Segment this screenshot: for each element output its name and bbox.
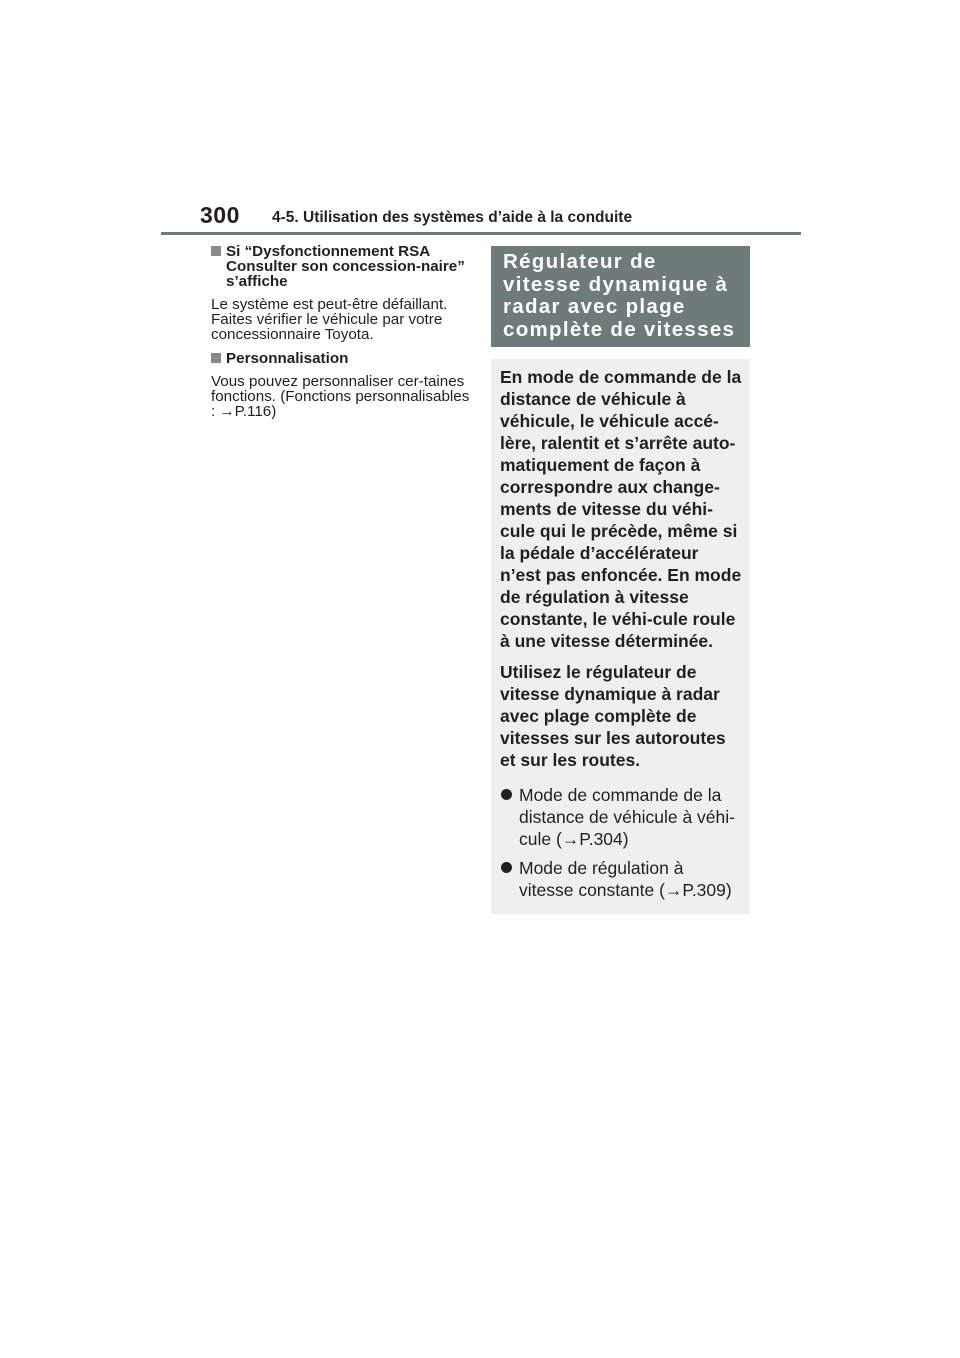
square-bullet-icon [211,353,221,363]
overview-paragraph-1: En mode de commande de la distance de véhicule à véhicule, le véhicule accé-lère, ralentit et s’arrête auto-matiquement de façon à correspondre aux change-ments de vitesse du véhi-cule qui le précède, même si la pédale d’accélérateur n’est pas enfoncée. En mode de régulation à vitesse constante, le véhi-cule roule à une vitesse déterminée. [500,367,742,651]
bullet-dot-icon [501,789,512,800]
list-item [500,784,742,850]
overview-paragraph-2: Utilisez le régulateur de vitesse dynamique à radar avec plage complète de vitesses sur les autoroutes et sur les routes. [500,662,726,770]
list-item-text: Mode de régulation à vitesse constante (→P.309) [519,858,732,900]
mode-list [500,784,742,901]
list-item-text: Mode de commande de la distance de véhicule à véhi-cule (→P.304) [519,785,735,849]
subsection-heading-text: Si “Dysfonctionnement RSA Consulter son concession-naire” s’affiche [226,243,465,290]
section-title: Régulateur de vitesse dynamique à radar avec plage complète de vitesses [503,250,736,341]
header-divider [161,232,801,235]
malfunction-paragraph: Le système est peut-être défaillant. Faites vérifier le véhicule par votre concessionnaire Toyota. [211,296,448,343]
subsection-heading-text: Personnalisation [226,350,349,367]
overview-box [491,359,750,914]
personalisation-paragraph: Vous pouvez personnaliser cer-taines fonctions. (Fonctions personnalisables : →P.116) [211,373,470,420]
page-number: 300 [200,202,240,228]
square-bullet-icon [211,246,221,256]
section-title-box [491,246,750,347]
subsection-heading-malfunction [211,244,473,289]
list-item [500,857,742,901]
subsection-heading-personalisation [211,351,473,366]
section-header-title: 4-5. Utilisation des systèmes d’aide à la conduite [272,209,633,226]
left-column [211,244,473,428]
bullet-dot-icon [501,862,512,873]
